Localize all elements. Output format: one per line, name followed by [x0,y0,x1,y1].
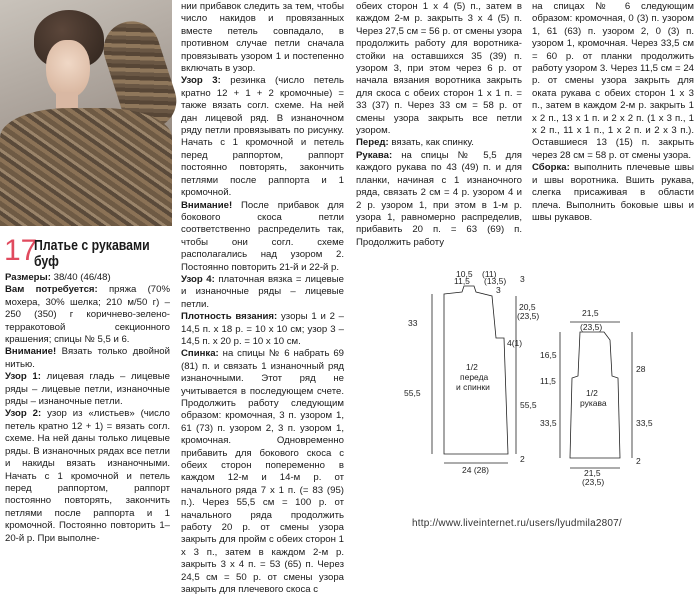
back-text: на спицы № 6 набрать 69 (81) п. и связать 1 изнаночный ряд изнаночными. Этот ряд не учитывается в последующем счете. Продолжить работу следующим образом: кромочная, 3 п. узором 1, 61 (73) п. узором 2, 3 п. узором 1, кромочная. Одновременно прибавить для бокового скоса с обеих сторон попеременно в каждом 12-м и 14-м р. от начального ряда 7 х 1 п. (= 83 (95) п.). Через 55,5 см = 100 р. от начального ряда продолжить работу 20 р. от смены узора закрыть для пройм с обеих сторон 1 х 3 п., затем в каждом 2-м р. закрыть 3 х 4 п. = 53 (65) п. Через 24,5 см = 50 р. от смены узора закрыть для плечевого скоса с [181,348,345,596]
back-paragraph [181,348,344,596]
source-url[interactable]: http://www.liveinternet.ru/users/lyudmila2807/ [412,518,622,529]
pattern1-label: Узор 1: [5,371,41,383]
pattern3-label: Узор 3: [181,75,221,87]
model-title [34,238,150,270]
diagram-front-back [400,268,540,478]
right-label-a: 3 [520,274,525,284]
sleeve-right-a: 28 [636,364,646,374]
right-label-b2: (23,5) [517,311,540,321]
model-number: 17 [4,234,38,267]
sleeve-right-b: 33,5 [636,418,653,428]
front-text: вязать, как спинку. [391,137,474,149]
col4-text1: на спицах № 6 следующим образом: кромочная, 0 (3) п. узором 1, 61 (63) п. узором 2, 0 (3) п. узором 1, кромочная. Через 33,5 см = 60 р. от планки продолжить работу узором 3. Через 11,5 см = 24 р. от смены узора закрыть для оката рукава с обеих сторон 1 х 3 п., затем в каждом 2-м р. закрыть 1 х 2 п., 13 х 1 п. и 2 х 2 п. (1 х 3 п., 1 х 2 п., 11 х 1 п., 1 х 2 п. и 2 х 3 п.). Оставшиеся 13 (15) п. закрыть через 28 см = 58 р. от смены узора. [532,1,694,161]
density-paragraph [181,311,344,348]
column-2 [181,1,344,597]
top-label-c: (11) [482,269,497,279]
sleeve-left-a: 16,5 [540,350,557,360]
assembly-label: Сборка: [532,162,570,174]
sleeves-paragraph [356,150,522,249]
pattern3-text: резинка (число петель кратно 12 + 1 + 2 кромочные) = также вязать согл. схеме. На ней дан лицевой ряд. В изнаночном ряду петли провязывать по рисунку. Начать с 1 кромочной и петель перед раппортом, раппорт постоянно повторять, закончить петлями после раппорта и 1 кромочной. [181,75,345,199]
sleeves-text: на спицы № 5,5 для каждого рукава по 43 (49) п. и для планки, начиная с 1 изнаночного ряда, связать 2 см = 4 р. узором 4 и 2 р. узором 1, при этом в 1-м р. узора 1, равномерно распределив, прибавить 20 п. = 63 (69) п. Продолжить работу [356,149,522,248]
column-1 [5,272,170,545]
column-3 [356,1,522,249]
materials-text: пряжа (70% мохера, 30% шелка; 210 м/50 г) – 250 (350) г коричнево-зелено-терракотовой секционного крашения; спицы № 5,5 и 6. [5,284,170,346]
center-label-3: и спинки [456,382,490,392]
left-label-b: 55,5 [404,388,421,398]
attention1-label: Внимание! [5,346,57,358]
pattern1-paragraph [5,371,170,408]
sleeve-top-label: 21,5 [582,308,599,318]
column-4 [532,1,694,224]
sleeve-bottom-label-2: (23,5) [582,477,605,487]
center-label-2: переда [460,372,489,382]
sleeves-label: Рукава: [356,149,393,161]
assembly-text: выполнить плечевые швы и швы воротника. Вшить рукава, слегка присаживая в области плеча. Выполнить боковые швы и швы рукавов. [532,162,695,223]
diagram-sleeve [540,308,690,487]
pattern4-label: Узор 4: [181,273,215,285]
sizes-paragraph [5,272,170,284]
pattern2-label: Узор 2: [5,408,42,420]
sleeve-center-2: рукава [580,398,607,408]
right-label-d: 55,5 [520,400,537,410]
photo-sweater [0,108,172,226]
back-label: Спинка: [181,348,219,360]
assembly-paragraph [532,162,694,224]
sleeve-mark-2: 2 [636,456,641,466]
model-title-line1: Платье с рукавами [34,237,150,254]
pattern3-paragraph [181,75,344,199]
center-label-1: 1/2 [466,362,478,372]
density-label: Плотность вязания: [181,311,278,323]
pattern4-paragraph [181,274,344,311]
pattern2-text: узор из «листьев» (число петель кратно 12 + 1) = вязать согл. схеме. На ней даны только лицевые ряды. В изнаночных рядах все петли и накиды вязать изнаночными. Начать с 1 кромочной и петель перед раппортом, раппорт постоянно повторять, закончить петлями после раппорта и 1 кромочной. Постоянно повторить 1–20-й р. При выполне- [5,408,171,544]
right-label-c: 4(1) [507,338,523,348]
model-title-line2: буф [34,253,59,270]
right-label-b: 20,5 [519,302,536,312]
attention1-text: Вязать только двойной нитью. [5,346,171,370]
top-label-b: 11,5 [454,276,470,286]
photo-face [46,40,90,98]
top-label-x: 3 [496,285,501,295]
materials-label: Вам потребуется: [5,284,98,296]
sizes-label: Размеры: [5,272,51,283]
sleeve-bottom-label: 21,5 [584,468,601,478]
attention2-label: Внимание! [181,199,233,211]
pattern2-paragraph [5,408,170,544]
mark-2: 2 [520,454,525,464]
intro-paragraph: нии прибавок следить за тем, чтобы число накидов и провязанных вместе петель совпадало, в противном случае петли сначала провязывать узором 1 и постепенно включать в узор. [181,1,344,75]
materials-paragraph [5,284,170,346]
sizes-value: 38/40 (46/48) [53,272,111,283]
sleeve-left-c: 33,5 [540,418,557,428]
sleeve-center-1: 1/2 [586,388,598,398]
sleeve-top-label-2: (23,5) [580,322,603,332]
col3-text1: обеих сторон 1 х 4 (5) п., затем в каждом 2-м р. закрыть 3 х 4 (5) п. Через 27,5 см = 56 р. от смены узора продолжить работу для воротника-стойки на оставшихся 35 (39) п. узором 3, при этом через 6 р. от начала вязания воротника закрыть для скоса с обеих сторон 1 х 1 п. = 33 (37) п. Через 33 см = 58 р. от смены узора закрыть все петли узором. [356,1,522,137]
front-paragraph [356,137,522,149]
bottom-label: 24 (28) [462,465,489,475]
top-label-d: (13,5) [484,276,507,286]
attention2-paragraph [181,200,344,274]
left-label-a: 33 [408,318,418,328]
pattern4-text: платочная вязка = лицевые и изнаночные ряды – лицевые петли. [181,273,344,310]
density-text: узоры 1 и 2 – 14,5 п. х 18 р. = 10 х 10 см; узор 3 – 14,5 п. х 20 р. = 10 х 10 см. [181,311,344,347]
front-label: Перед: [356,137,389,149]
attention1-paragraph [5,346,170,371]
attention2-text: После прибавок для бокового скоса петли соответственно распределить так, чтобы они согл. схеме располагались над узором 2. Постоянно повторить 21-й и 22-й р. [181,199,344,273]
sleeve-left-b: 11,5 [540,376,556,386]
pattern1-text: лицевая гладь – лицевые ряды – лицевые петли, изнаночные ряды – изнаночные петли. [5,371,171,408]
model-photo [0,0,172,226]
top-label-a: 10,5 [456,269,473,279]
